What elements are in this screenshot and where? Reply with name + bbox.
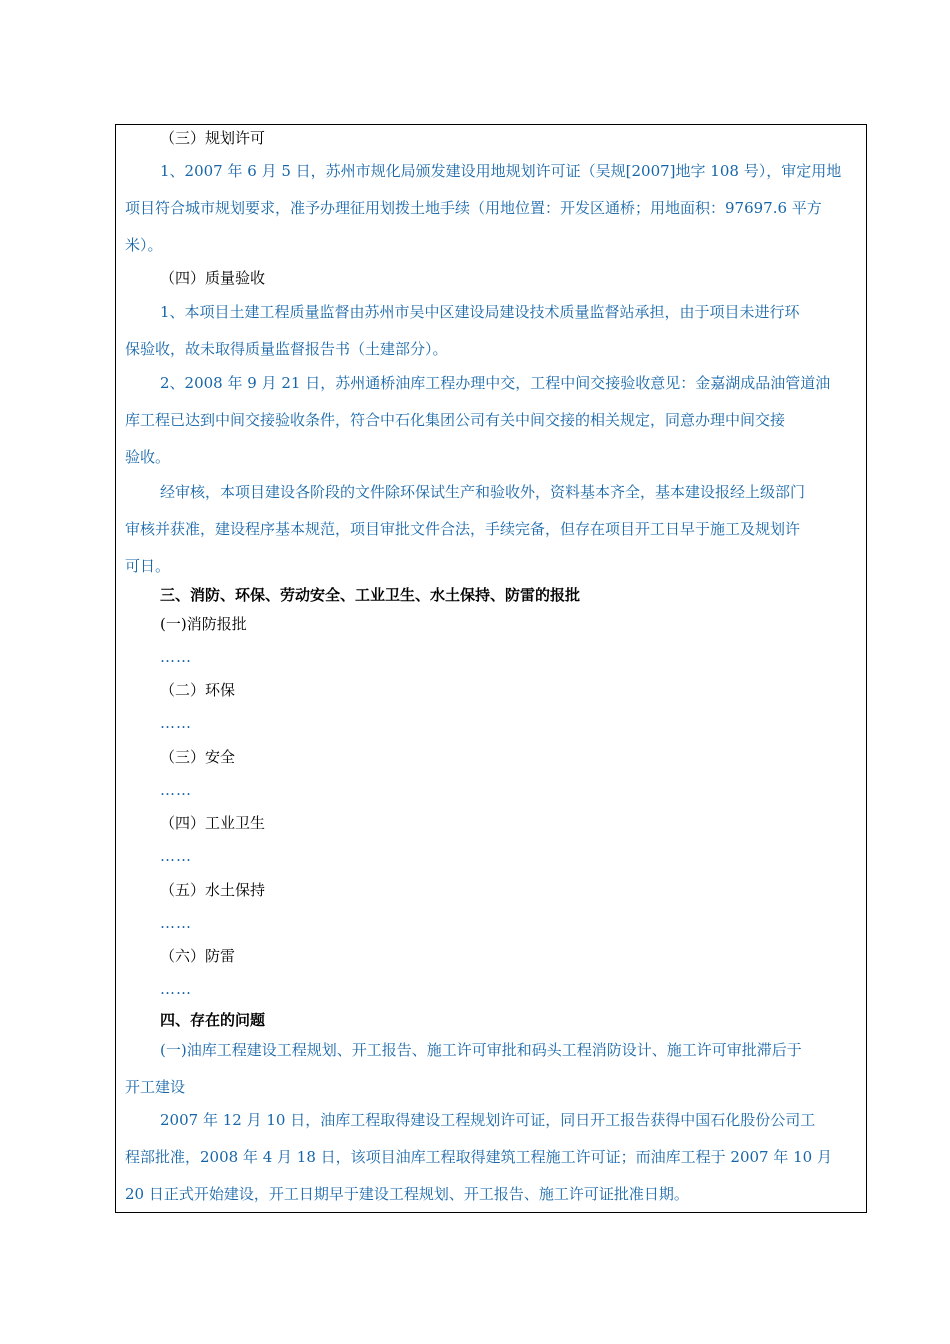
paragraph-line: 保验收，故未取得质量监督报告书（土建部分）。	[125, 340, 448, 358]
paragraph-line: 库工程已达到中间交接验收条件，符合中石化集团公司有关中间交接的相关规定，同意办理中间交接	[125, 411, 786, 429]
ellipsis: ……	[160, 914, 192, 932]
ellipsis: ……	[160, 781, 192, 799]
item-health-label: （四）工业卫生	[160, 814, 266, 832]
ellipsis: ……	[160, 648, 192, 666]
item-safety-label: （三）安全	[160, 748, 236, 766]
paragraph-line: 2、2008 年 9 月 21 日，苏州通桥油库工程办理中交，工程中间交接验收意见：金嘉湖成品油管道油	[160, 374, 831, 392]
ellipsis: ……	[160, 980, 192, 998]
paragraph-line: 验收。	[125, 448, 171, 466]
paragraph-line: 1、本项目土建工程质量监督由苏州市吴中区建设局建设技术质量监督站承担，由于项目未进行环	[160, 303, 800, 321]
issue-body-line: 20 日正式开始建设，开工日期早于建设工程规划、开工报告、施工许可证批准日期。	[125, 1185, 689, 1203]
paragraph-line: 1、2007 年 6 月 5 日，苏州市规化局颁发建设用地规划许可证（吴规[2007]地字 108 号），审定用地	[160, 162, 842, 180]
review-line: 经审核，本项目建设各阶段的文件除环保试生产和验收外，资料基本齐全，基本建设报经上级部门	[160, 483, 806, 501]
review-line: 可日。	[125, 557, 171, 575]
item-lightning-label: （六）防雷	[160, 947, 236, 965]
issue-body-line: 程部批准，2008 年 4 月 18 日，该项目油库工程取得建筑工程施工许可证；而油库工程于 2007 年 10 月	[125, 1148, 832, 1166]
review-line: 审核并获准，建设程序基本规范，项目审批文件合法，手续完备，但存在项目开工日早于施工及规划许	[125, 520, 801, 538]
issue-subheading-line: (一)油库工程建设工程规划、开工报告、施工许可审批和码头工程消防设计、施工许可审批滞后于	[160, 1041, 802, 1059]
item-fire-label: (一)消防报批	[160, 615, 247, 633]
subsection-heading-quality: （四）质量验收	[160, 269, 266, 287]
paragraph-line: 米）。	[125, 236, 163, 254]
issue-body-line: 2007 年 12 月 10 日，油库工程取得建设工程规划许可证，同日开工报告获得中国石化股份公司工	[160, 1111, 816, 1129]
subsection-heading-planning: （三）规划许可	[160, 129, 266, 147]
section-heading-issues: 四、存在的问题	[160, 1011, 266, 1029]
item-env-label: （二）环保	[160, 681, 236, 699]
section-heading-approvals: 三、消防、环保、劳动安全、工业卫生、水土保持、防雷的报批	[160, 586, 581, 604]
ellipsis: ……	[160, 847, 192, 865]
item-soil-label: （五）水土保持	[160, 881, 266, 899]
paragraph-line: 项目符合城市规划要求，准予办理征用划拨土地手续（用地位置：开发区通桥；用地面积：97697.6 平方	[125, 199, 822, 217]
ellipsis: ……	[160, 714, 192, 732]
issue-subheading-line: 开工建设	[125, 1078, 186, 1096]
